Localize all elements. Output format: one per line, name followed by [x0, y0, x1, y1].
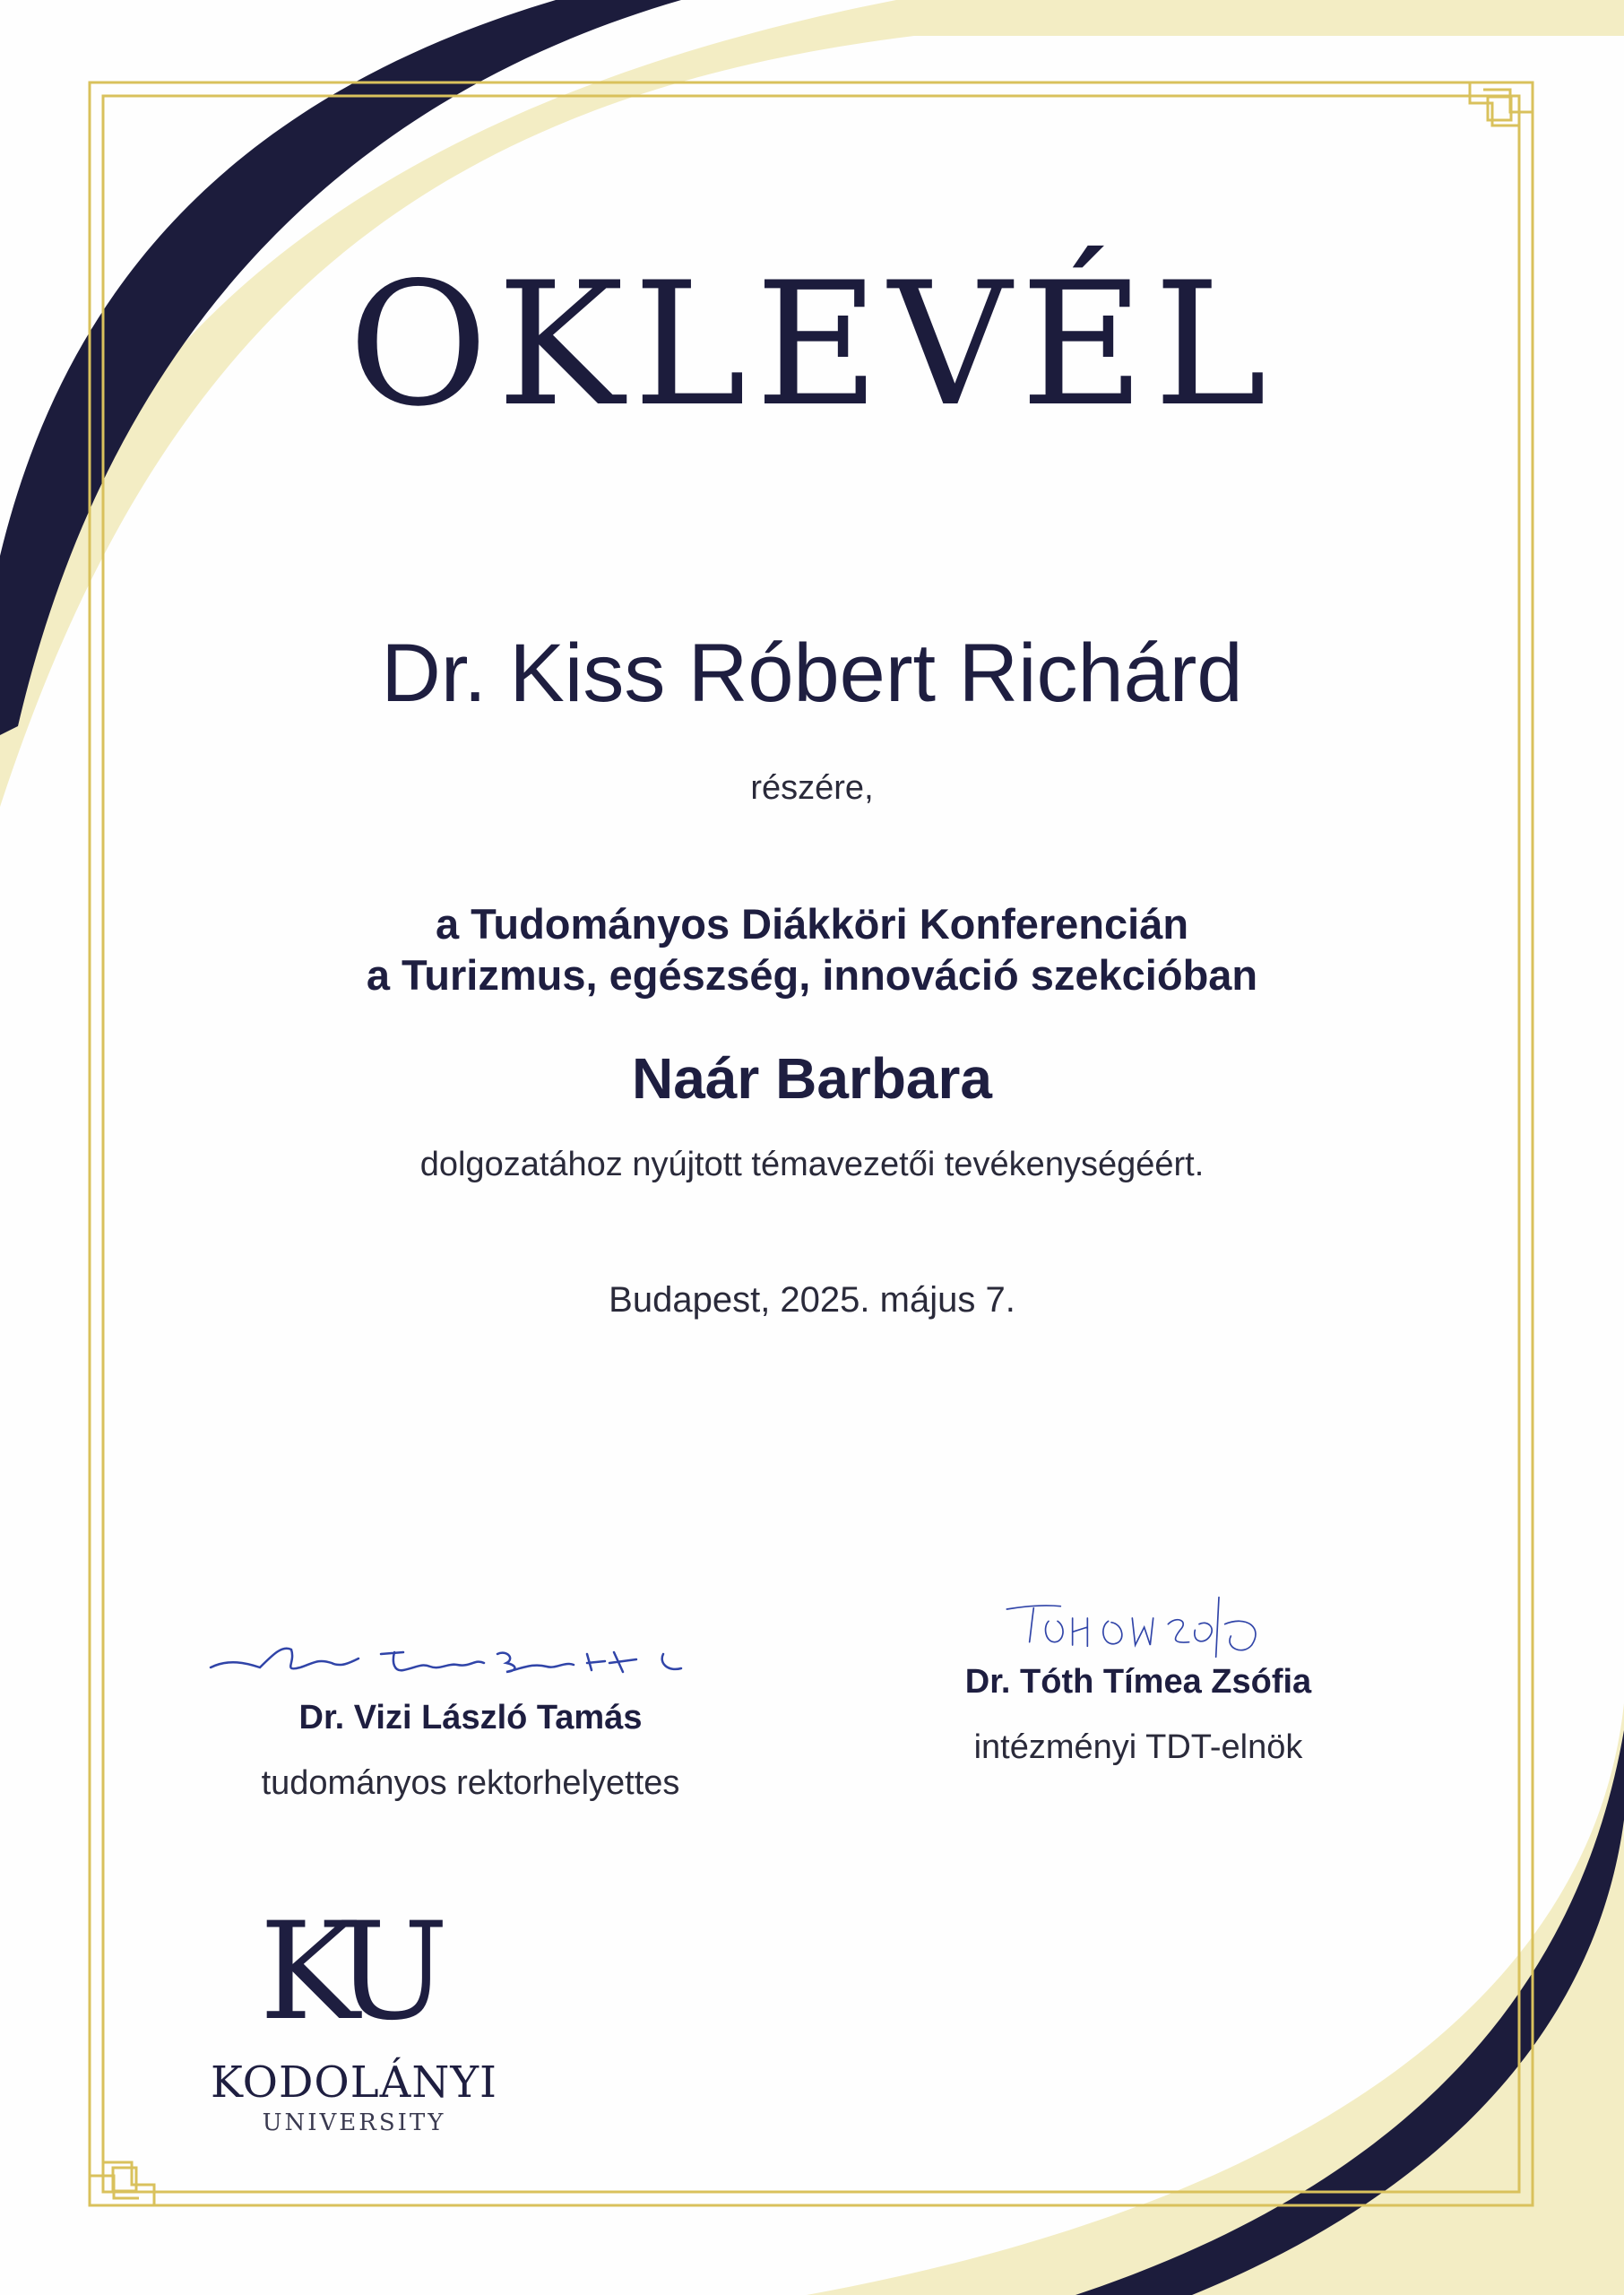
conference-line-2: a Turizmus, egészség, innováció szekcióban [366, 951, 1258, 1000]
signatory-role-right: intézményi TDT-elnök [973, 1728, 1303, 1766]
signature-block-left [157, 1627, 784, 1803]
reason-text: dolgozatához nyújtott témavezetői tevékenységéért. [419, 1146, 1205, 1183]
signatory-name-right: Dr. Tóth Tímea Zsófia [964, 1663, 1312, 1701]
logo-mark: KU [259, 1894, 429, 2050]
conference-line-1: a Tudományos Diákköri Konferencián [435, 900, 1189, 948]
for-label: részére, [750, 769, 874, 807]
handwritten-signature-left [193, 1627, 748, 1699]
signature-block-right [825, 1627, 1452, 1767]
signatory-name-left: Dr. Vizi László Tamás [298, 1699, 643, 1736]
recipient-name: Dr. Kiss Róbert Richárd [381, 628, 1243, 719]
university-logo [202, 1894, 506, 2136]
place-date: Budapest, 2025. május 7. [609, 1280, 1015, 1320]
student-name: Naár Barbara [632, 1046, 992, 1111]
handwritten-signature-right [860, 1591, 1416, 1663]
certificate-title: OKLEVÉL [348, 246, 1276, 444]
conference-text [0, 898, 1624, 1001]
logo-name: KODOLÁNYI [211, 2057, 497, 2108]
signatory-role-left: tudományos rektorhelyettes [261, 1764, 680, 1802]
logo-subtitle: UNIVERSITY [262, 2109, 446, 2136]
